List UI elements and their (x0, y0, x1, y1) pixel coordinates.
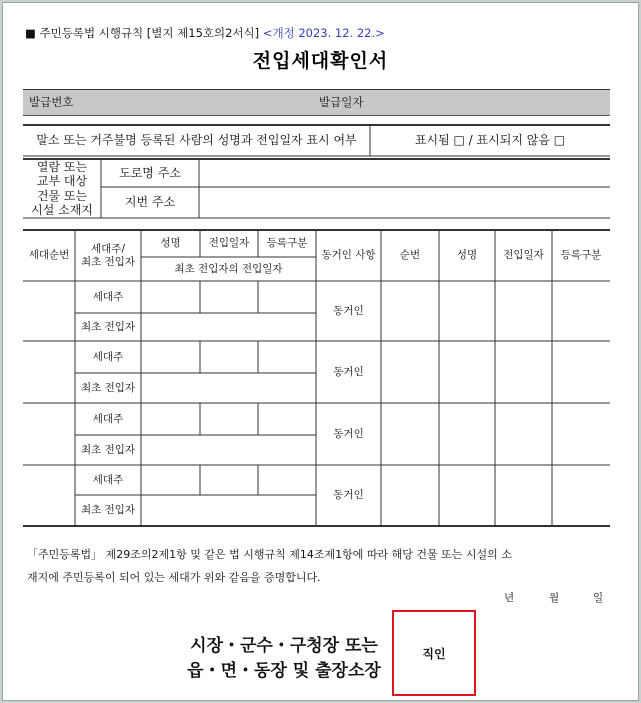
row-householder: 세대주 (92, 473, 124, 486)
address-label-line: 교부 대상 (36, 174, 88, 189)
lot-address-label: 지번 주소 (124, 195, 176, 210)
date-day-label: 일 (593, 592, 604, 604)
header-first-mover-date: 최초 전입자의 전입일자 (174, 262, 283, 275)
row-cohabitant: 동거인 (333, 427, 364, 440)
row-householder: 세대주 (92, 290, 124, 303)
legal-basis-text: ■ 주민등록법 시행규칙 [별지 제15호의2서식] (25, 26, 260, 40)
header-seq: 순번 (399, 249, 421, 262)
document-page (2, 2, 639, 701)
issue-date-label: 발급일자 (319, 95, 364, 109)
header-name-2: 성명 (456, 249, 478, 262)
header-move-in-date-2: 전입일자 (503, 249, 544, 262)
disclosure-options[interactable]: 표시됨 □ / 표시되지 않음 □ (414, 133, 566, 148)
address-label-line: 열람 또는 (36, 160, 88, 175)
row-first-mover: 최초 전입자 (80, 320, 136, 333)
header-cohabitant: 동거인 사항 (321, 249, 376, 262)
revision-date: <개정 2023. 12. 22.> (262, 26, 385, 40)
address-label-line: 건물 또는 (36, 188, 88, 203)
header-name: 성명 (160, 237, 181, 250)
address-label-line: 시설 소재지 (31, 202, 93, 217)
row-cohabitant: 동거인 (333, 489, 364, 502)
row-first-mover: 최초 전입자 (80, 381, 136, 394)
header-householder (75, 230, 141, 281)
official-seal-box (392, 610, 476, 696)
header-move-in-date: 전입일자 (208, 237, 250, 250)
disclosure-question: 말소 또는 거주불명 등록된 사람의 성명과 전입일자 표시 여부 (36, 133, 357, 148)
certification-line: 「주민등록법」 제29조의2제1항 및 같은 법 시행규칙 제14조제1항에 따라 해당 건물 또는 시설의 소 (27, 548, 512, 561)
date-year-label: 년 (504, 592, 515, 604)
row-householder: 세대주 (92, 350, 124, 363)
issuer-title-line: 시장・군수・구청장 또는 (190, 636, 378, 656)
row-cohabitant: 동거인 (333, 304, 364, 317)
seal-label: 직인 (422, 646, 446, 661)
address-label (23, 159, 101, 218)
header-householder-line: 최초 전입자 (80, 255, 136, 268)
row-cohabitant: 동거인 (333, 365, 364, 378)
issuer-title-line: 읍・면・동장 및 출장소장 (187, 661, 381, 681)
header-householder-line: 세대주/ (91, 243, 125, 256)
road-address-label: 도로명 주소 (119, 165, 181, 180)
header-reg-type-2: 등록구분 (560, 249, 602, 262)
row-householder: 세대주 (92, 412, 124, 425)
issue-number-label: 발급번호 (29, 95, 74, 109)
header-reg-type: 등록구분 (266, 237, 308, 250)
header-household-no: 세대순번 (28, 249, 70, 262)
form-title: 전입세대확인서 (252, 50, 389, 72)
row-first-mover: 최초 전입자 (80, 443, 136, 456)
row-first-mover: 최초 전입자 (80, 504, 136, 517)
certification-line: 재지에 주민등록이 되어 있는 세대가 위와 같음을 증명합니다. (27, 571, 321, 584)
date-month-label: 월 (549, 592, 560, 604)
